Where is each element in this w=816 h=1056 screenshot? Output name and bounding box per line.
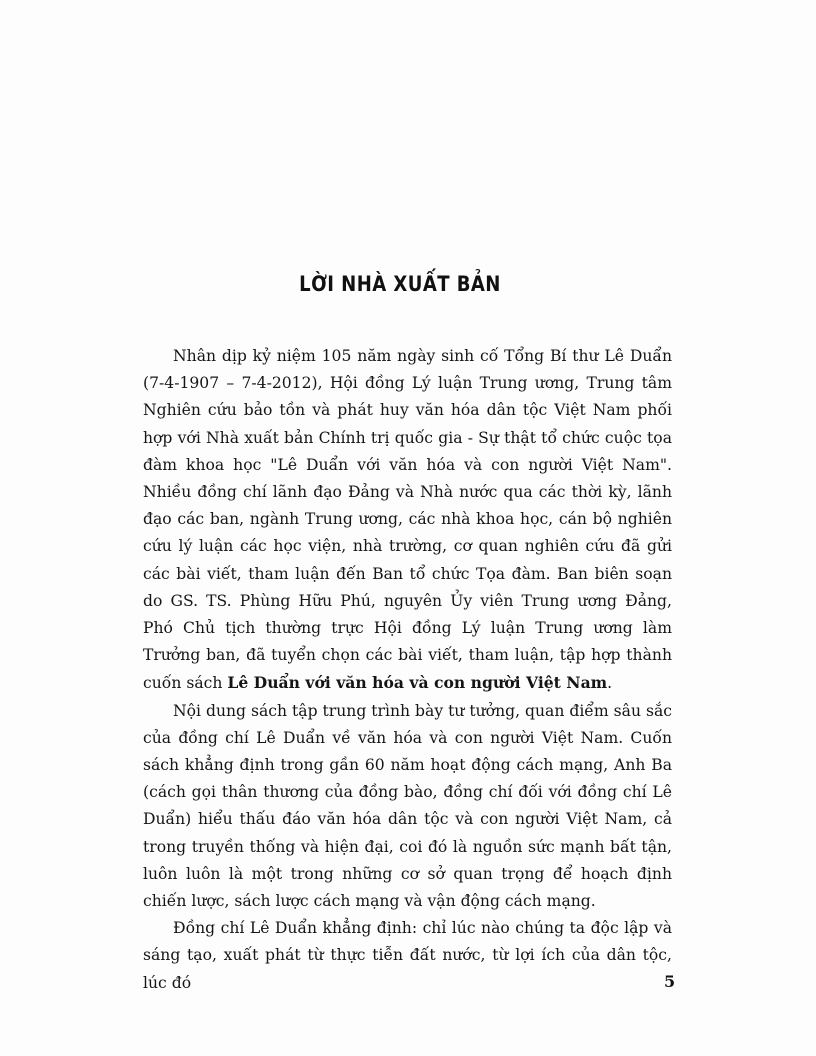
paragraph-2: Nội dung sách tập trung trình bày tư tưởng, quan điểm sâu sắc của đồng chí Lê Duẩn về văn hóa và con người Việt Nam. Cuốn sách khẳng định trong gần 60 năm hoạt động cách mạng, Anh Ba (cách gọi thân thương của đồng bào, đồng chí đối với đồng chí Lê Duẩn) hiểu thấu đáo văn hóa dân tộc và con người Việt Nam, cả trong truyền thống và hiện đại, coi đó là nguồn sức mạnh bất tận, luôn luôn là một trong những cơ sở quan trọng để hoạch định chiến lược, sách lược cách mạng và vận động cách mạng. [143, 701, 672, 911]
book-title: Lê Duẩn với văn hóa và con người Việt Nam [227, 673, 608, 693]
paragraph-1 [143, 343, 672, 698]
paragraph-3: Đồng chí Lê Duẩn khẳng định: chỉ lúc nào chúng ta độc lập và sáng tạo, xuất phát từ thực tiễn đất nước, từ lợi ích của dân tộc, lúc đó [143, 919, 672, 992]
page-heading: LỜI NHÀ XUẤT BẢN [299, 272, 501, 296]
paragraph-1-text: Nhân dịp kỷ niệm 105 năm ngày sinh cố Tổng Bí thư Lê Duẩn (7-4-1907 – 7-4-2012), Hội đồng Lý luận Trung ương, Trung tâm Nghiên cứu bảo tồn và phát huy văn hóa dân tộc Việt Nam phối hợp với Nhà xuất bản Chính trị quốc gia - Sự thật tổ chức cuộc tọa đàm khoa học "Lê Duẩn với văn hóa và con người Việt Nam". Nhiều đồng chí lãnh đạo Đảng và Nhà nước qua các thời kỳ, lãnh đạo các ban, ngành Trung ương, các nhà khoa học, cán bộ nghiên cứu lý luận các học viện, nhà trường, cơ quan nghiên cứu đã gửi các bài viết, tham luận đến Ban tổ chức Tọa đàm. Ban biên soạn do GS. TS. Phùng Hữu Phú, nguyên Ủy viên Trung ương Đảng, Phó Chủ tịch thường trực Hội đồng Lý luận Trung ương làm Trưởng ban, đã tuyển chọn các bài viết, tham luận, tập hợp thành cuốn sách [143, 347, 672, 693]
body-text [143, 343, 672, 997]
paragraph-1-end: . [607, 674, 613, 693]
page-number: 5 [664, 972, 676, 991]
